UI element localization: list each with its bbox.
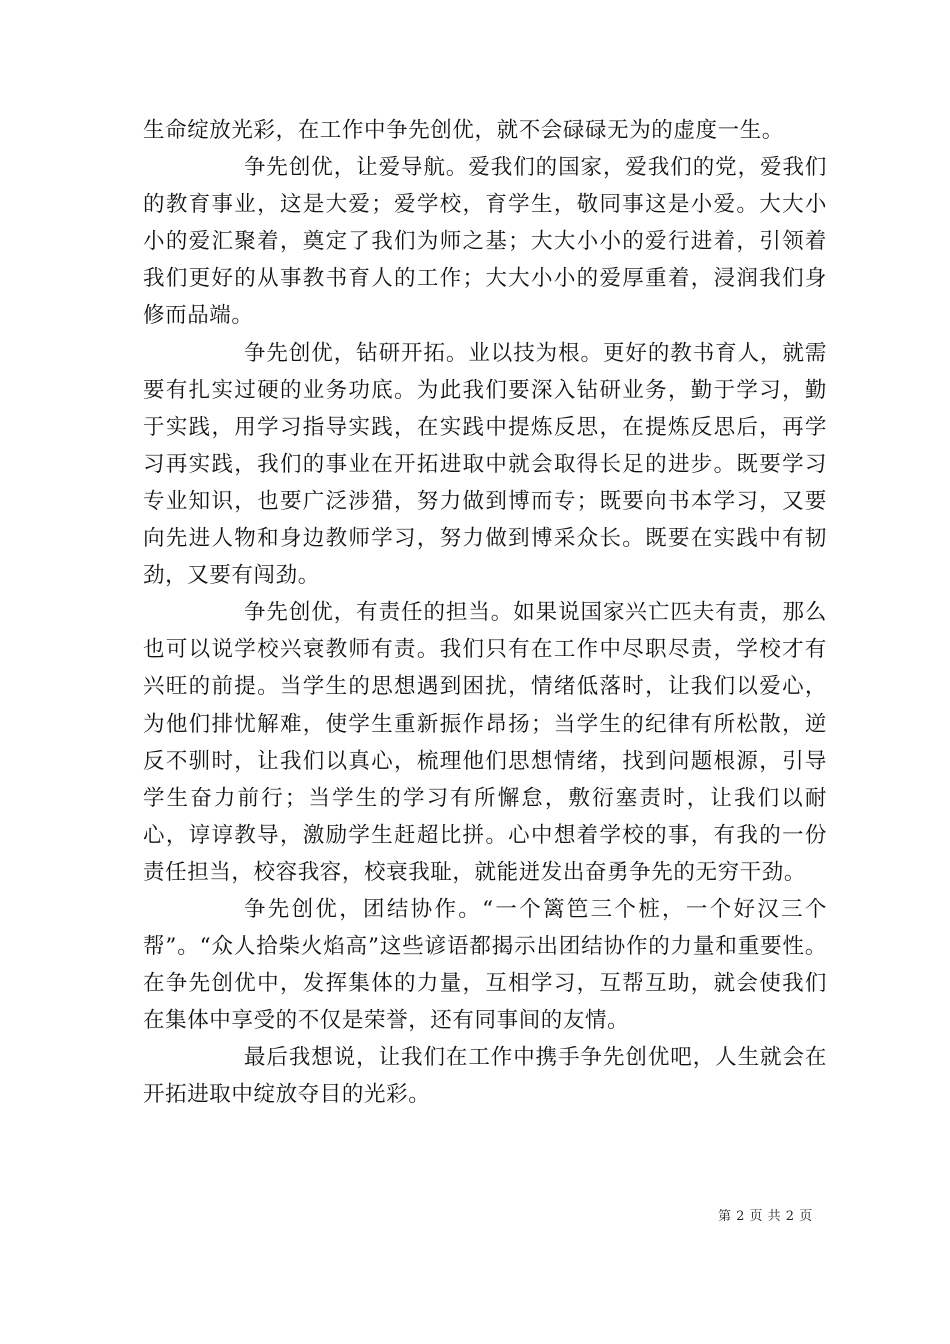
paragraph-1: 生命绽放光彩，在工作中争先创优，就不会碌碌无为的虚度一生。 [143,118,784,143]
paragraph-4: 争先创优，有责任的担当。如果说国家兴亡匹夫有责，那么也可以说学校兴衰教师有责。我们只有在工作中尽职尽责，学校才有兴旺的前提。当学生的思想遇到困扰，情绪低落时，让我们以爱心，为他们排忧解难，使学生重新振作昂扬；当学生的纪律有所松散，逆反不驯时，让我们以真心，梳理他们思想情绪，找到问题根源，引导学生奋力前行；当学生的学习有所懈怠，敷衍塞责时，让我们以耐心，谆谆教导，激励学生赶超比拼。心中想着学校的事，有我的一份责任担当，校容我容，校衰我耻，就能迸发出奋勇争先的无穷干劲。 [143,600,827,885]
paragraph-5: 争先创优，团结协作。“一个篱笆三个桩，一个好汉三个帮”。“众人拾柴火焰高”这些谚语都揭示出团结协作的力量和重要性。在争先创优中，发挥集体的力量，互相学习，互帮互助，就会使我们在集体中享受的不仅是荣誉，还有同事间的友情。 [143,896,827,1034]
paragraph-2: 争先创优，让爱导航。爱我们的国家，爱我们的党，爱我们的教育事业，这是大爱；爱学校，育学生，敬同事这是小爱。大大小小的爱汇聚着，奠定了我们为师之基；大大小小的爱行进着，引领着我们更好的从事教书育人的工作；大大小小的爱厚重着，浸润我们身修而品端。 [143,155,827,329]
page-number-footer: 第 2 页 共 2 页 [718,1209,813,1224]
paragraph-3: 争先创优，钻研开拓。业以技为根。更好的教书育人，就需要有扎实过硬的业务功底。为此我们要深入钻研业务，勤于学习，勤于实践，用学习指导实践，在实践中提炼反思，在提炼反思后，再学习再实践，我们的事业在开拓进取中就会取得长足的进步。既要学习专业知识，也要广泛涉猎，努力做到博而专；既要向书本学习，又要向先进人物和身边教师学习，努力做到博采众长。既要在实践中有韧劲，又要有闯劲。 [143,340,827,589]
document-body [143,112,827,1114]
paragraph-6: 最后我想说，让我们在工作中携手争先创优吧，人生就会在开拓进取中绽放夺目的光彩。 [143,1045,827,1108]
